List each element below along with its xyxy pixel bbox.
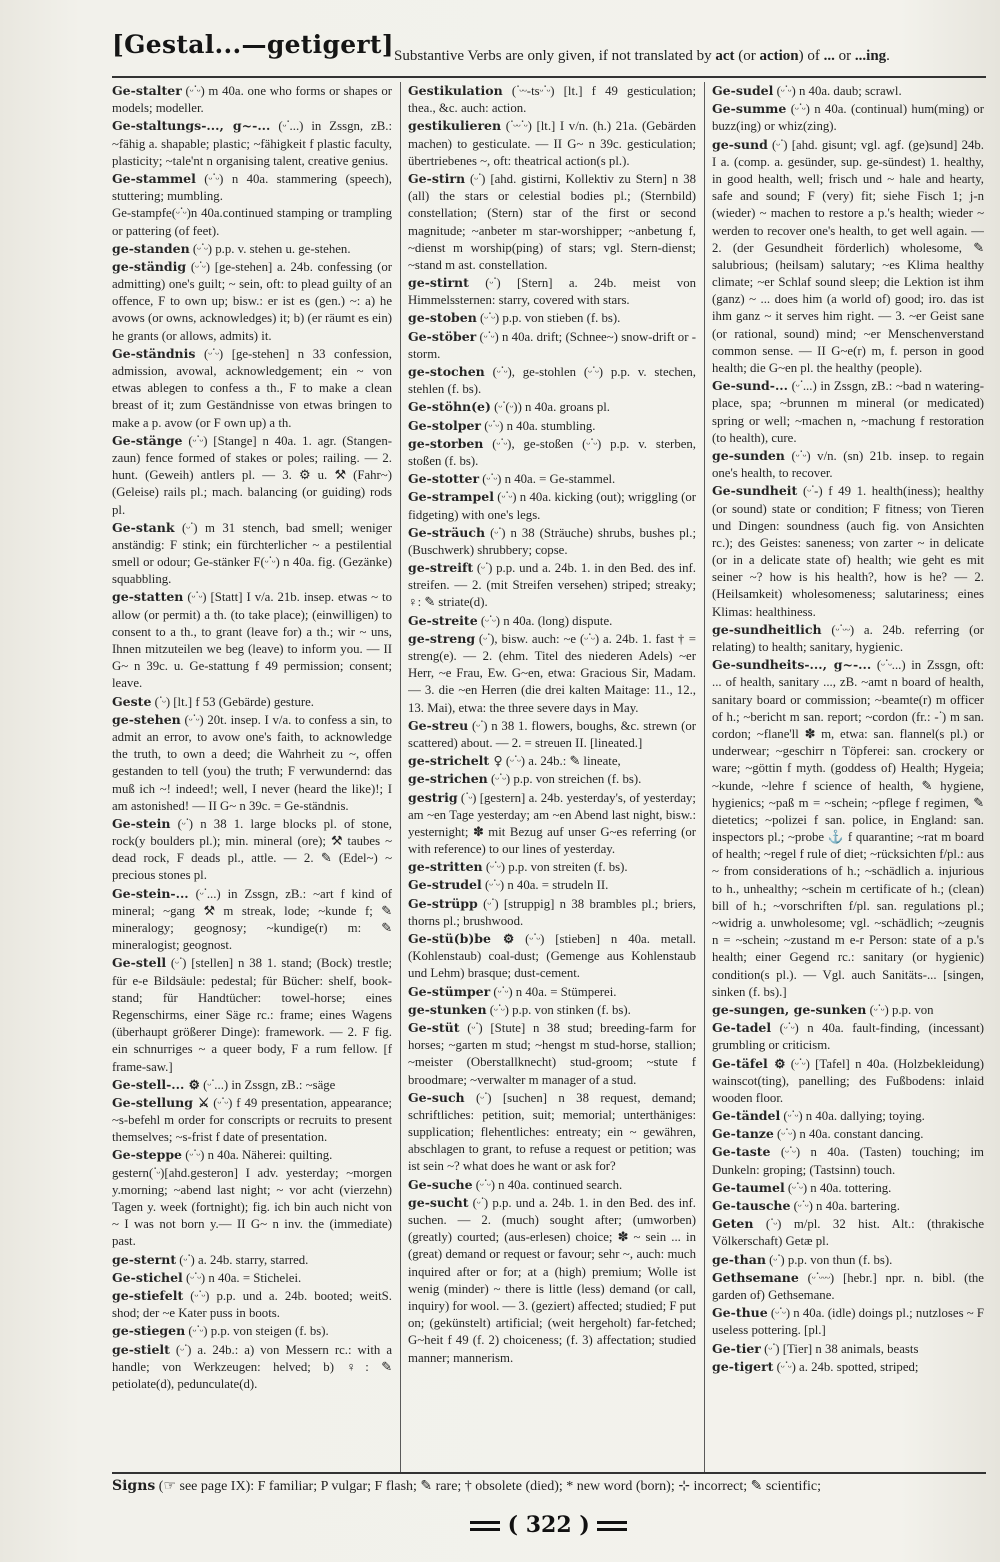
- headword: Ge-strampel: [408, 489, 494, 505]
- column-divider: [704, 82, 705, 1472]
- headword: gestikulieren: [408, 118, 502, 134]
- entry-body: (ᵕᐝᵕ) n 40a. fault-finding, (incessant) grumbling or criticism.: [712, 1021, 984, 1053]
- dictionary-entry: [112, 588, 392, 692]
- column-divider: [400, 82, 401, 1472]
- entry-body: (ᵕᐝ...) in Zssgn, zB.: ~säge: [199, 1077, 336, 1092]
- entry-body: (ᵕᐝᵕ) a. 24b.: ✎ lineate,: [502, 754, 621, 769]
- entry-body: (ᵕᐝᵕ) n 40a. = Ge-stammel.: [479, 472, 616, 487]
- headword: Ge-stell: [112, 955, 167, 971]
- entry-body: (ᵕᐝᵕ), ge-stoßen (ᵕᐝᵕ) p.p. v. sterben, stoßen (f. bs).: [408, 436, 696, 468]
- dictionary-entry: [112, 258, 392, 345]
- entry-body: (ᵕᐝ) p.p. und a. 24b. 1. in den Bed. des inf. streifen. — 2. (mit Streifen versehen) striped; streaky; ♀: ✎ striate(d).: [408, 561, 696, 610]
- headword: Ge-stichel: [112, 1269, 183, 1285]
- dictionary-entry: [112, 432, 392, 519]
- entry-body: (ᵕᐝᵕ) [ge-stehen] a. 24b. confessing (or admitting) one's guilt; ~ sein, oft: to plead guilty of an offence, F to own up; bisw.: er ist es (gen.) ~: a) he avows (or owns, acknowledges) it; b) (er räumt es ein) he grants (or allows, admits) it.: [112, 259, 392, 343]
- headword: Ge-strudel: [408, 877, 482, 893]
- dictionary-entry: [712, 1107, 984, 1125]
- dictionary-entry: [712, 1179, 984, 1197]
- dictionary-entry: [112, 1287, 392, 1322]
- entry-body: (ᵕᐝᵕ) [stieben] n 40a. metall. (Kohlenstaub) coal-dust; (Gemenge aus Kohlenstaub und Lehm) brasque; dust-cement.: [408, 932, 696, 981]
- headword: Ge-sudel: [712, 83, 774, 98]
- headword: Ge-stü(b)be ⚙: [408, 931, 515, 946]
- dictionary-entry: [408, 1176, 696, 1194]
- header-note-text: .: [886, 48, 890, 64]
- entry-body: (ᵕᐝᵕ...) in Zssgn, oft: ... of health, sanitary ..., zB. ~amt n board of health, sanitary board or commission; ~beamte(r) m officer of h.; ~bericht m san. report; ~cordon (fr.: -ᐝ) m san. cordon; ~flane'll ✽ m, etwa: san. flannel(s pl.) or underwear; ~geschirr n Töpferei: san. crockery or ware; ~göttin f myth. (goddess of) Health; Hygeia; ~kunde, ~lehre f science of health, ✎ hygiene, hygienics; ~paß m = ~schein; ~pflege f regimen, ✎ dietetics; ~polizei f san. police, in England: san. inspectors pl.; ~probe ⚓ f quarantine; ~rat m board of health; ~regel f rule of diet; ~rücksichten f/pl.: aus ~ from considerations of h.; ~schädlich a. injurious to h., unhealthy; ~schein m certificate of h.; (clean) bill of h.; ~vorschriften f/pl. san. regulations pl.; ~widrig a. unwholesome; vgl. ~schädlich; ~zeugnis n = ~schein; ~zustand m e-r Person: state of a p.'s health; einer Gegend rc.: sanitary (or hygienic) condition(s pl.). — Vgl. auch Sanitäts-... [singen, sinken (f. bs).]: [712, 658, 984, 999]
- entry-body: (ᵕᐝᵕ) p.p. v. stehen u. ge-stehen.: [189, 241, 351, 256]
- headword: Ge-tanze: [712, 1126, 774, 1142]
- dictionary-entry: [712, 1125, 984, 1143]
- headword: Ge-sundheit: [712, 483, 798, 499]
- headword: Ge-stank: [112, 519, 175, 535]
- entry-body: (ᵕᐝᵕ) n 40a. = Stümperei.: [490, 984, 617, 999]
- entry-body: (ᵕᐝ) p.p. und a. 24b. 1. in den Bed. des inf. suchen. — 2. (much) sought after; (umworben) (greatly) courted; (aus-erlesen) choice; ✽ ~ sein ... in (great) demand or request or favour; sehr ~, auch: much inquired after or for; at a (high) premium; Wolle ist wenig (minder) ~ there is little (less) demand (or call, inquiry) for wool. — 3. (geziert) affected; studied; F put on; (gekünstelt) artificial; (weit hergeholt) far-fetched; G~heit f 49 (f. 2) choiceness; (f. 3) affectation; studied manner; mannerism.: [408, 1195, 696, 1365]
- entry-body: (ᵕᐝ) [Stute] n 38 stud; breeding-farm for horses; ~garten m stud; ~hengst m stud-horse, stallion; ~meister (Oberstallknecht) stud-groom; ~stute f broodmare; ~verwalter m manager of a stud.: [408, 1020, 696, 1087]
- dictionary-entry: [712, 1251, 984, 1269]
- entry-body: (ᵕᐝ) [suchen] n 38 request, demand; schriftliches: petition, suit; memorial; unterthäniges: supplication; flehentliches: entreaty; ein ~ gewähren, abschlagen to grant, to refuse a request or petition; was ist sein ~? what does he want or ask for?: [408, 1090, 696, 1174]
- signs-text: (☞ see page IX): F familiar; P vulgar; F flash; ✎ rare; † obsolete (died); * new word (born); ⊹ incorrect; ✎ scientific;: [158, 1479, 822, 1494]
- header-note: [394, 48, 890, 65]
- dictionary-entry: [408, 895, 696, 930]
- headword: Ge-stellung ⚔: [112, 1094, 210, 1110]
- headword: Ge-ständnis: [112, 345, 196, 361]
- dictionary-entry: [408, 417, 696, 435]
- entry-body: (ᵕᐝᵕ) p.p. von: [866, 1002, 934, 1017]
- dictionary-entry: [408, 398, 696, 416]
- headword: ge-sungen, ge-sunken: [712, 1001, 867, 1017]
- footer-rule: [112, 1472, 986, 1474]
- entry-body: (ᵕᐝᵕ) n 40a. Näherei: quilting.: [182, 1148, 333, 1163]
- dictionary-entry: [712, 82, 984, 100]
- dictionary-entry: [712, 1215, 984, 1250]
- headword: Geten: [712, 1216, 754, 1232]
- entry-body: (ᵕᐝᵕ) n 40a. (Tasten) touching; im Dunkeln: groping; (Tastsinn) touch.: [712, 1145, 984, 1177]
- headword: Ge-sund-...: [712, 378, 789, 394]
- header-note-text: ...: [823, 48, 835, 64]
- entry-body: (ᵕᐝᵕ) [Stange] n 40a. 1. agr. (Stangen-zaun) fence formed of stakes or poles; railing. — 2. hunt. (Geweih) antlers pl. — 3. ⚙ u. ⚒ (Fahr~) (Geleise) rails pl.; mach. balancing (or guiding) rods pl.: [112, 433, 392, 517]
- entry-body: (ᵕᐝᵕ) p.p. von streiten (f. bs).: [482, 860, 628, 875]
- headword: Ge-stümper: [408, 983, 491, 999]
- entry-body: (ᵕᐝᵕ) p.p. von stinken (f. bs).: [486, 1002, 631, 1017]
- dictionary-entry: [408, 858, 696, 876]
- dictionary-entry: [112, 954, 392, 1075]
- entry-body: (ᵕᐝ...) in Zssgn, zB.: ~art f kind of mineral; ~gang ⚒ m streak, lode; ~kunde f; ✎ mineralogy; geognosy; ~kundige(r) m: ✎ mineralogist; geognost.: [112, 886, 392, 953]
- dictionary-entry: [112, 1322, 392, 1340]
- entry-body: (ᵕᐝ) [ahd. gisunt; vgl. agf. (ge)sund] 24b. I a. (comp. a. gesünder, sup. ge-sündest) 1. healthy, in good health, well; frisch und ~ hale and hearty, safe and sound; F (very) fit; siehe Fisch 1; j-n (wieder) ~ machen to restore a p.'s health; wieder ~ werden to recover one's health, to get well again. — 2. (der Gesundheit förderlich) wholesome, ✎ salubrious; (heilsam) salutary; ~es Klima healthy climate; ~er Schlaf sound sleep; die Lektion ist ihm (ganz) ~ ... does him (a world of) good; iro. das ist ihm ganz ~ it serves him right. — 3. ~er Geist sane (or rational, sound) mind; ~er Menschenverstand common sense. — II G~e(r) m, f. person in good health; die G~en pl. the healthy (people).: [712, 137, 984, 375]
- header-note-text: ) of: [798, 48, 824, 64]
- headword: ge-stiegen: [112, 1323, 186, 1339]
- headword: ge-sternt: [112, 1251, 177, 1267]
- header-note-text: or: [834, 48, 855, 64]
- dictionary-entry: [712, 1304, 984, 1339]
- headword: ge-streift: [408, 560, 474, 576]
- entry-body: (ᵕᐝᵕ) n 40a. (long) dispute.: [477, 613, 613, 628]
- headword: Ge-stein-...: [112, 885, 189, 901]
- dictionary-entry: [112, 82, 392, 117]
- entry-body: (ᵕᐝ(ᵕ)) n 40a. groans pl.: [490, 400, 610, 415]
- dictionary-entry: [408, 82, 696, 117]
- entry-body: (ᵕᐝᵕ) n 40a. kicking (out); wriggling (or fidgeting) with one's legs.: [408, 490, 696, 522]
- entry-body: (ᵕᐝᵕ) [Statt] I v/a. 21b. insep. etwas ~ to allow (or permit) a th. (to take place); (einwilligen) to consent to a th., to grant (leave for) a th.; wir ~ uns, Ihnen mitzuteilen we beg (leave) to inform you. — II G~ n 39c. u. Ge-stattung f 49 permission; consent; leave.: [112, 590, 392, 691]
- dictionary-entry: [408, 328, 696, 363]
- column-right: [712, 82, 984, 1472]
- entry-body: (ᵕᐝ) n 38 1. large blocks pl. of stone, rock(y boulders pl.); min. mineral (ore); ⚒ taubes ~ dead rock, F deads pl., attle. — 2. ✎ (Edel~) ~ precious stones pl.: [112, 816, 392, 883]
- headword: ge-stiefelt: [112, 1287, 184, 1303]
- entry-body: (ᵕᐝ), bisw. auch: ~e (ᵕᐝᵕ) a. 24b. 1. fast † = streng(e). — 2. (ehm. Titel des niederen Adels) ~er Herr, ~e Frau, Ew. G~en, etwa: Gracious Sir, Madam. — 3. die ~en Herren (die drei kalten Maitage: 11., 12., 13. Mai), etwa: the three severe days in May.: [408, 631, 696, 715]
- entry-body: (ᵕᐝᵕ) n 40a. tottering.: [784, 1180, 892, 1195]
- dictionary-entry: [712, 100, 984, 135]
- headword: Ge-stolper: [408, 417, 481, 433]
- entry-body: (ᵕᐝᵕ) p.p. und a. 24b. booted; weitS. shod; der ~e Kater puss in boots.: [112, 1288, 392, 1321]
- entry-body: (ᐝᵕ) [gestern] a. 24b. yesterday's, of yesterday; am ~en Tage yesterday; am ~en Abend last night, bisw.: yesternight; ✽ mit Bezug auf unser G~es referring (or with reference) to our lines of yesterday.: [408, 790, 696, 857]
- entry-body: (ᵕᐝᵕ) n 40a. drift; (Schnee~) snow-drift or -storm.: [408, 329, 696, 361]
- dictionary-entry: [408, 930, 696, 983]
- dictionary-entry: [712, 1358, 984, 1376]
- entry-body: (ᐝᵕ) [lt.] f 53 (Gebärde) gesture.: [151, 694, 314, 709]
- header-note-text: act: [715, 48, 735, 64]
- headword: ge-ständig: [112, 258, 187, 274]
- entry-body: (ᵕᐝ) [Tier] n 38 animals, beasts: [760, 1341, 919, 1356]
- dictionary-entry: [112, 240, 392, 258]
- entry-body: (ᵕᐝᵕ) n 40a. (idle) doings pl.; nutzloses ~ F useless pottering. [pl.]: [712, 1306, 984, 1338]
- entry-body: (ᵕᐝᵕ) n 40a. continued search.: [472, 1177, 623, 1192]
- headword: Ge-täfel ⚙: [712, 1055, 786, 1071]
- dictionary-entry: [408, 1001, 696, 1019]
- column-left: [112, 82, 392, 1472]
- entry-body: (ᵕᐝᵕ) v/n. (sn) 21b. insep. to regain one's health, to recover.: [712, 448, 984, 481]
- header-note-text: action: [759, 48, 799, 64]
- entry-body: (ᐝᵕᵕ-tsᵕᐝᵕ) [lt.] f 49 gesticulation; thea., &c. auch: action.: [408, 84, 696, 116]
- entry-body: (ᵕᐝᵕ) p.p. von stieben (f. bs).: [476, 311, 621, 326]
- entry-body: (ᵕᐝ...) in Zssgn, zB.: ~bad n watering-place, spa; ~brunnen m mineral (or medicated) spring or well; ~machen n, ~machung f restoration (to health), cure.: [712, 379, 984, 445]
- dictionary-entry: [712, 621, 984, 656]
- entry-body: (ᵕᐝᵕᵕ) a. 24b. referring (or relating) to health; sanitary, hygienic.: [712, 622, 984, 654]
- dictionary-entry: [408, 117, 696, 170]
- dictionary-entry: [408, 470, 696, 488]
- dictionary-entry: [112, 693, 392, 711]
- dictionary-entry: [408, 752, 696, 770]
- headword: Ge-stalter: [112, 83, 182, 98]
- entry-body: (ᵕᐝ) [struppig] n 38 brambles pl.; briers, thorns pl.; brushwood.: [408, 896, 696, 928]
- entry-body: (ᐝᵕᵕᐝᵕ) [lt.] I v/n. (h.) 21a. (Gebärden machen) to gesticulate. — II G~ n 39c. gesticulation; übertriebenes ~, oft: theatrical action(s pl.).: [408, 119, 696, 168]
- dictionary-entry: [408, 274, 696, 309]
- entry-body: (ᵕᐝᵕ) [ge-stehen] n 33 confession, admission, avowal, acknowledgement; ein ~ von etwas ablegen to confess a th., F to make a clean breast of it; zum Geständnisse von etwas bringen to make a p. avow (or F own up) a th.: [112, 346, 392, 430]
- headword: Ge-stotter: [408, 471, 480, 487]
- dictionary-entry: [408, 717, 696, 752]
- dictionary-entry: [712, 1197, 984, 1215]
- headword: Ge-tausche: [712, 1198, 791, 1213]
- headword: ge-statten: [112, 589, 184, 605]
- dictionary-entry: [408, 559, 696, 612]
- headword: ge-tigert: [712, 1358, 774, 1374]
- entry-body: (ᵕᐝᵕ) n 40a. stumbling.: [481, 418, 596, 433]
- headword: Ge-stein: [112, 815, 171, 831]
- headword: Ge-tier: [712, 1340, 761, 1356]
- dictionary-entry: [112, 711, 392, 815]
- headword: Ge-strüpp: [408, 895, 478, 911]
- signs-label: Signs: [112, 1478, 156, 1494]
- dictionary-entry: [112, 1146, 392, 1164]
- headword: ge-sunden: [712, 447, 785, 463]
- headword: Ge-sundheits-..., g~-...: [712, 657, 872, 673]
- headword: Ge-stänge: [112, 432, 183, 448]
- entry-body: (ᵕᐝ) n 38 1. flowers, boughs, &c. strewn (or scattered) about. — 2. = streuen II. [lineated.]: [408, 718, 696, 750]
- headword: Gethsemane: [712, 1269, 799, 1285]
- entry-body: (ᵕᐝ) n 38 (Sträuche) shrubs, bushes pl.; (Buschwerk) shrubbery; copse.: [408, 525, 696, 557]
- headword: Ge-taste: [712, 1144, 771, 1160]
- entry-body: (ᐝᵕ) m/pl. 32 hist. Alt.: (thrakische Völkerschaft) Getæ pl.: [712, 1217, 984, 1249]
- headword: ge-sucht: [408, 1194, 469, 1210]
- dictionary-entry: [112, 345, 392, 432]
- dictionary-entry: [712, 1055, 984, 1108]
- headword: ge-than: [712, 1251, 766, 1267]
- entry-body: (ᵕᐝᵕ) n 40a. = strudeln II.: [481, 878, 609, 893]
- dictionary-entry: [408, 435, 696, 470]
- headword: Ge-streu: [408, 717, 469, 733]
- entry-body: (ᵕᐝᵕ) n 40a. bartering.: [790, 1199, 900, 1213]
- entry-body: (ᵕᐝᵕ) f 49 presentation, appearance; ~s-befehl m order for conscripts or recruits to present themselves; ~s-frist f date of presentation.: [112, 1095, 392, 1145]
- dictionary-entry: [712, 656, 984, 1001]
- headword: Ge-steppe: [112, 1147, 183, 1163]
- dictionary-entry: [408, 630, 696, 717]
- entry-body: (ᵕᐝ) a. 24b.: a) von Messern rc.: with a handle; von Werkzeugen: helved; b) ♀: ✎ petiolate(d), pedunculate(d).: [112, 1342, 392, 1391]
- headword: ge-stielt: [112, 1341, 170, 1357]
- entry-body: (ᵕᐝᵕ), ge-stohlen (ᵕᐝᵕ) p.p. v. stechen, stehlen (f. bs).: [408, 365, 696, 397]
- dictionary-entry: [112, 117, 392, 170]
- entry-body: (ᵕᐝᵕ) n 40a. stammering (speech), stuttering; mumbling.: [112, 171, 392, 204]
- dictionary-entry: [408, 524, 696, 559]
- headword: Ge-stöhn(e): [408, 399, 491, 415]
- entry-body: (ᵕᐝ...) in Zssgn, zB.: ~fähig a. shapable; plastic; ~fähigkeit f plastic faculty, plasticity; ~tale'nt n organising talent, creative genius.: [112, 119, 392, 168]
- headword: Ge-thue: [712, 1305, 768, 1321]
- entry-body: (ᵕᐝᵕ) m 40a. one who forms or shapes or models; modeller.: [112, 84, 392, 116]
- headword: Ge-stirn: [408, 170, 466, 186]
- dictionary-entry: [408, 1019, 696, 1089]
- entry-body: (ᵕᐝᵕ) n 40a. (continual) hum(ming) or buzz(ing) or whiz(zing).: [712, 102, 984, 134]
- dictionary-entry: Ge-stampfe(ᵕᐝᵕ)n 40a.continued stamping or trampling or pattering (of feet).: [112, 206, 392, 238]
- dictionary-entry: [112, 1094, 392, 1147]
- dictionary-entry: [112, 519, 392, 589]
- page-header: [112, 30, 982, 82]
- headword: ge-stirnt: [408, 275, 469, 291]
- headword: Ge-summe: [712, 101, 787, 117]
- header-note-text: Substantive Verbs are only given, if not translated by: [394, 48, 716, 64]
- entry-body: (ᵕᐝ) p.p. von thun (f. bs).: [765, 1252, 893, 1267]
- dictionary-entry: [712, 1001, 984, 1019]
- dictionary-entry: [408, 363, 696, 398]
- dictionary-entry: [112, 1269, 392, 1287]
- dictionary-entry: gestern(ᐝᵕ)[ahd.gesteron] I adv. yesterday; ~morgen y.morning; ~abend last night; ~ vor acht (vierzehn) Tagen y. week (fortnight); fig. ich bin auch nicht von ~ I was not born y.— II G~ n inv. the (immediate) past.: [112, 1165, 392, 1249]
- headword: Ge-stammel: [112, 170, 196, 186]
- entry-columns: [112, 82, 986, 1472]
- dictionary-entry: [112, 1251, 392, 1269]
- dictionary-entry: [112, 1341, 392, 1394]
- headword: ge-strichelt ♀: [408, 753, 503, 769]
- entry-body: (ᵕᐝᵕ) a. 24b. spotted, striped;: [773, 1359, 919, 1374]
- entry-body: (ᵕᐝ) [ahd. gistirni, Kollektiv zu Stern] n 38 (all) the stars or celestial bodies pl.; (Sternbild) constellation; (Stern) star of the first or second magnitude; ~anbeter m star-worshipper; ~anbetung f, ~dienst m worship(ping) of stars; vgl. Stern-dienst; ~stand m ast. constellation.: [408, 171, 696, 272]
- headword: Ge-suche: [408, 1176, 473, 1192]
- dictionary-entry: [712, 447, 984, 482]
- dictionary-entry: [112, 1076, 392, 1094]
- dictionary-entry: [712, 1340, 984, 1358]
- dictionary-entry: [712, 1143, 984, 1178]
- header-note-text: (or: [734, 48, 760, 64]
- dictionary-entry: [408, 983, 696, 1001]
- dictionary-entry: [112, 885, 392, 955]
- headword: ge-stunken: [408, 1001, 487, 1017]
- guide-words: [Gestal...—getigert]: [112, 30, 394, 59]
- entry-body: (ᵕᐝᵕ) [Tafel] n 40a. (Holzbekleidung) wainscot(ting), panelling; des Fußbodens: inlaid wooden floor.: [712, 1056, 984, 1105]
- entry-body: (ᵕᐝ) a. 24b. starry, starred.: [176, 1252, 309, 1267]
- dictionary-entry: [712, 1019, 984, 1054]
- dictionary-entry: [408, 876, 696, 894]
- entry-body: (ᵕᐝᵕ) n 40a. = Stichelei.: [182, 1270, 302, 1285]
- headword: Geste: [112, 693, 152, 709]
- dictionary-entry: [408, 612, 696, 630]
- headword: ge-stochen: [408, 364, 485, 379]
- headword: Ge-stell-... ⚙: [112, 1076, 200, 1092]
- page-number: [470, 1512, 627, 1538]
- headword: Gestikulation: [408, 83, 503, 98]
- headword: ge-stehen: [112, 711, 181, 727]
- dictionary-entry: [712, 482, 984, 621]
- dictionary-entry: [408, 789, 696, 859]
- dictionary-entry: [712, 1269, 984, 1304]
- headword: ge-streng: [408, 630, 476, 646]
- headword: ge-storben: [408, 435, 484, 451]
- dictionary-entry: [408, 488, 696, 523]
- page-number-text: ( 322 ): [507, 1512, 590, 1538]
- headword: Ge-tadel: [712, 1020, 772, 1036]
- headword: Ge-stüt: [408, 1019, 460, 1035]
- header-note-text: ...ing: [854, 48, 887, 64]
- entry-body: (ᵕᐝ) [stellen] n 38 1. stand; (Bock) trestle; für e-e Bildsäule: pedestal; für Bücher: shelf, book-stand; für Handtücher: towel-horse; eines Regenschirms, einer Säge rc.: frame; eines Wagens (überhaupt größerer Dinge): framework. — 2. F fig. ein schnurriges ~ a queer body, F a rum fellow. [f frame-saw.]: [112, 956, 392, 1074]
- dictionary-entry: [408, 770, 696, 788]
- dictionary-entry: [408, 170, 696, 274]
- header-rule: [112, 76, 986, 78]
- entry-body: (ᵕᐝᵕ) n 40a. daub; scrawl.: [773, 84, 902, 98]
- dictionary-entry: [112, 815, 392, 885]
- headword: Ge-streite: [408, 612, 478, 628]
- ornament-bar: [470, 1521, 500, 1531]
- headword: Ge-tändel: [712, 1108, 781, 1124]
- dictionary-entry: [712, 377, 984, 447]
- entry-body: (ᵕᐝ) m 31 stench, bad smell; weniger anständig: F stink; ein fürchterlicher ~ a pestilential smell or odour; Ge-stänker F(ᵕᐝᵕ) n 40a. fig. (Gezänke) squabbling.: [112, 520, 392, 587]
- entry-body: (ᵕᐝᵕ) 20t. insep. I v/a. to confess a sin, to admit an error, to avow one's faith, to acknowledge the truth, to own a deed; die Wahrheit zu ~, offen gestanden to tell (you) the truth; F verwundernd: das muß ich ~! indeed!; well, I never (heard the like)!; I am astonished! — II G~ n 39c. = Ge-ständnis.: [112, 712, 392, 813]
- headword: Ge-such: [408, 1089, 465, 1105]
- dictionary-entry: [712, 136, 984, 378]
- headword: Ge-stöber: [408, 328, 477, 344]
- headword: ge-stritten: [408, 859, 483, 875]
- entry-body: (ᵕᐝᵕ) p.p. von streichen (f. bs).: [487, 772, 642, 787]
- entry-body: (ᵕᐝ) [Stern] a. 24b. meist von Himmelssternen: starry, covered with stars.: [408, 276, 696, 308]
- headword: ge-stoben: [408, 310, 477, 326]
- headword: Ge-staltungs-..., g~-...: [112, 118, 271, 134]
- headword: Ge-sträuch: [408, 524, 486, 540]
- entry-body: (ᵕᐝᵕᵕᵕ) [hebr.] npr. n. bibl. (the garden of) Gethsemane.: [712, 1270, 984, 1302]
- ornament-bar: [597, 1521, 627, 1531]
- headword: ge-strichen: [408, 771, 488, 787]
- dictionary-entry: [408, 309, 696, 327]
- dictionary-entry: [408, 1194, 696, 1367]
- dictionary-entry: [408, 1089, 696, 1176]
- entry-body: (ᵕᐝᵕ) n 40a. constant dancing.: [773, 1127, 924, 1142]
- column-middle: [408, 82, 696, 1472]
- headword: gestrig: [408, 789, 458, 805]
- entry-body: (ᵕᐝ-) f 49 1. health(iness); healthy (or sound) state or condition; F fitness; von Tieren und Dingen: soundness (auch fig. von Ansichten rc.); des Geistes: saneness; von zarter ~ in delicate (or in a delicate state of) health; wie geht es mit seiner ~? how is his health?, how is he? — 2. (Heilsamkeit) wholesomeness; salutariness; eines Klimas: healthiness.: [712, 484, 984, 619]
- headword: Ge-taumel: [712, 1179, 785, 1195]
- headword: ge-standen: [112, 240, 190, 256]
- entry-body: (ᵕᐝᵕ) p.p. von steigen (f. bs).: [185, 1324, 329, 1339]
- dictionary-entry: [112, 170, 392, 205]
- signs-legend: [112, 1478, 986, 1495]
- headword: ge-sundheitlich: [712, 621, 822, 637]
- entry-body: (ᵕᐝᵕ) n 40a. dallying; toying.: [780, 1109, 925, 1124]
- headword: ge-sund: [712, 136, 768, 152]
